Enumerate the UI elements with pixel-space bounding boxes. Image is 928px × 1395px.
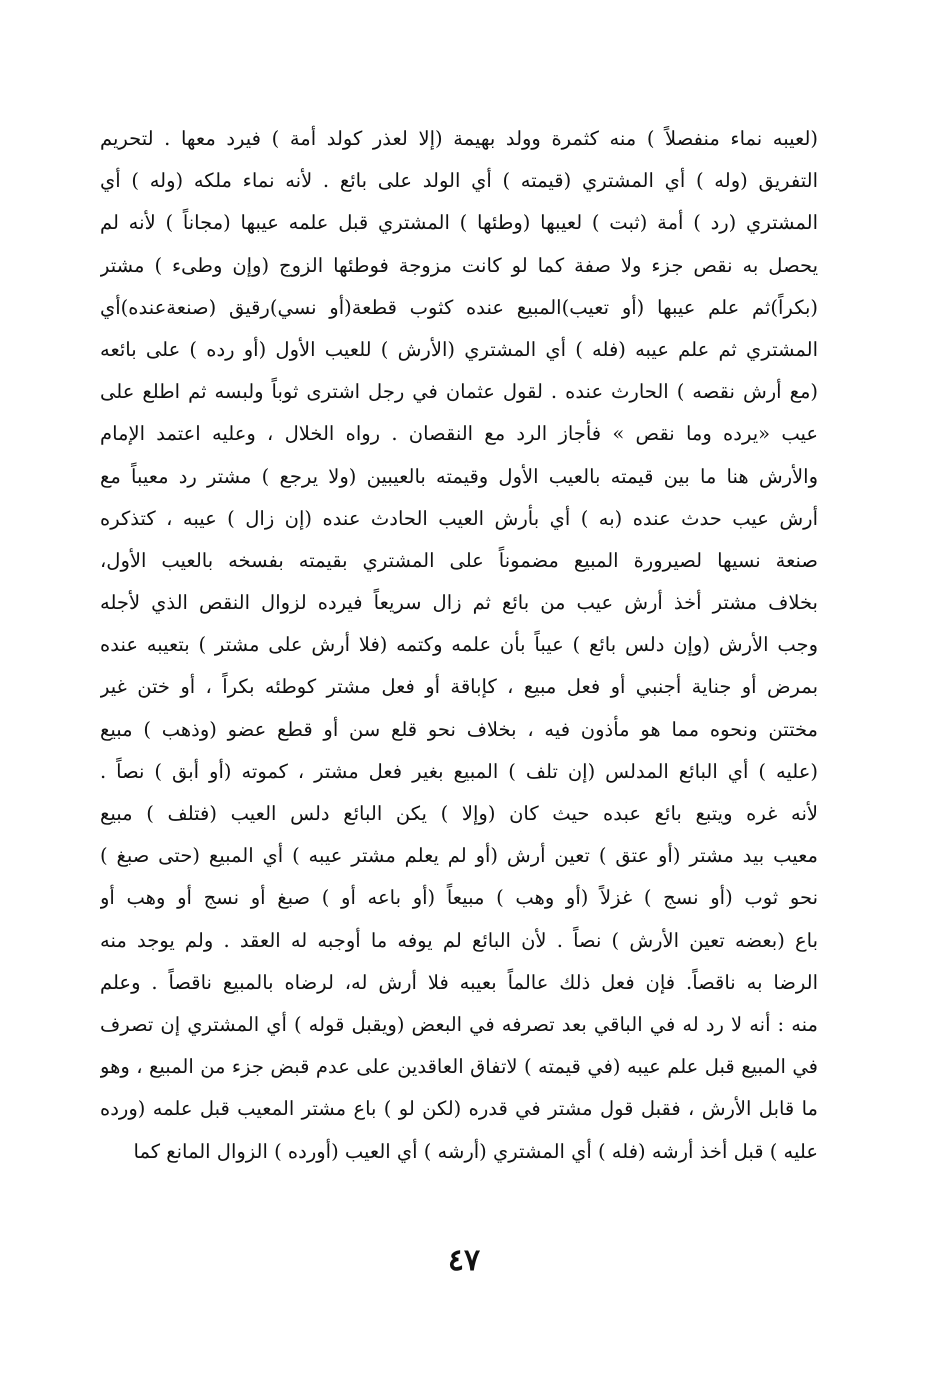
text-line: مختتن ونحوه مما هو مأذون فيه ، بخلاف نحو قلع سن أو قطع عضو (وذهب ) مبيع: [100, 717, 818, 741]
text-line: وجب الأرش (وإن دلس بائع ) عيباً بأن علمه وكتمه (فلا أرش على مشتر ) بتعيبه عنده: [100, 633, 818, 657]
text-line: عليه ) قبل أخذ أرشه (فله ) أي المشتري (أرشه ) أي العيب (أورده ) الزوال المانع كما: [133, 1139, 818, 1163]
text-line: بمرض أو جناية أجنبي أو فعل مبيع ، كإباقة أو فعل مشتر كوطئه بكراً ، أو ختن غير: [100, 675, 818, 699]
text-line: (لعيبه نماء منفصلاً ) منه كثمرة وولد بهيمة (إلا لعذر كولد أمة ) فيرد معها . لتحريم: [100, 127, 818, 150]
text-line: (بكراً)ثم علم عيبها (أو تعيب)المبيع عنده كثوب قطعة(أو نسي)رقيق (صنعةعنده)أي: [100, 295, 818, 319]
text-line: والأرش هنا ما بين قيمته بالعيب الأول وقيمته بالعيبين (ولا يرجع ) مشتر رد معيباً مع: [100, 464, 818, 488]
text-line: ما قابل الأرش ، فقبل قول مشتر في قدره (لكن لو ) باع مشتر المعيب قبل علمه (ورده: [100, 1097, 818, 1121]
text-line: التفريق (وله ) أي المشتري (قيمته ) أي الولد على بائع . لأنه نماء ملكه (وله ) أي: [100, 169, 818, 193]
text-line: المشتري ثم علم عيبه (فله ) أي المشتري (الأرش ) للعيب الأول (أو رده ) على بائعه: [100, 337, 818, 361]
text-line: منه : أنه لا رد له في الباقي بعد تصرفه في البعض (ويقبل قوله ) أي المشتري إن تصرف: [100, 1012, 818, 1036]
text-line: صنعة نسيها لصيرورة المبيع مضموناً على المشتري بقيمته بفسخه بالعيب الأول،: [100, 548, 818, 572]
text-line: المشتري (رد ) أمة (ثبت ) لعيبها (وطئها ) المشتري قبل علمه عيبها (مجاناً ) لأنه لم: [100, 211, 818, 235]
text-line: معيب بيد مشتر (أو عتق ) تعين أرش (أو لم يعلم مشتر عيبه ) أي المبيع (حتى صبغ ): [100, 844, 818, 868]
text-line: (مع أرش نقصه ) الحارث عنده . لقول عثمان في رجل اشترى ثوباً ولبسه ثم اطلع على: [100, 380, 818, 404]
text-line: لأنه غره ويتبع بائع عبده حيث كان (وإلا ) يكن البائع دلس العيب (فتلف ) مبيع: [100, 802, 818, 825]
body-text: [100, 118, 818, 1173]
page-number: ٤٧: [447, 1243, 481, 1278]
text-line: يحصل به نقص جزء ولا صفة كما لو كانت مزوجة فوطئها الزوج (وإن وطىء ) مشتر: [100, 253, 818, 277]
text-line: أرش عيب حدث عنده (به ) أي بأرش العيب الحادث عنده (إن زال ) عيبه ، كتذكره: [100, 506, 818, 530]
text-line: عيب «يرده وما نقص » فأجاز الرد مع النقصان . رواه الخلال ، وعليه اعتمد الإمام: [100, 422, 818, 446]
text-line: باع (بعضه تعين الأرش ) نصاً . لأن البائع لم يوفه ما أوجبه له العقد . ولم يوجد منه: [100, 928, 818, 952]
text-line: نحو ثوب (أو نسج ) غزلاً (أو وهب ) مبيعاً (أو باعه أو ) صبغ أو نسج أو وهب أو: [100, 886, 818, 910]
text-line: بخلاف مشتر أخذ أرش عيب من بائع ثم زال سريعاً فيرده لزوال النقص الذي لأجله: [100, 591, 818, 615]
text-line: في المبيع قبل علم عيبه (في قيمته ) لاتفاق العاقدين على عدم قبض جزء من المبيع ، وهو: [100, 1055, 818, 1079]
text-line: الرضا به ناقصاً. فإن فعل ذلك عالماً بعيبه فلا أرش له، لرضاه بالمبيع ناقصاً . وعلم: [100, 970, 818, 994]
text-line: (عليه ) أي البائع المدلس (إن تلف ) المبيع بغير فعل مشتر ، كموته (أو أبق ) نصاً .: [100, 759, 818, 783]
